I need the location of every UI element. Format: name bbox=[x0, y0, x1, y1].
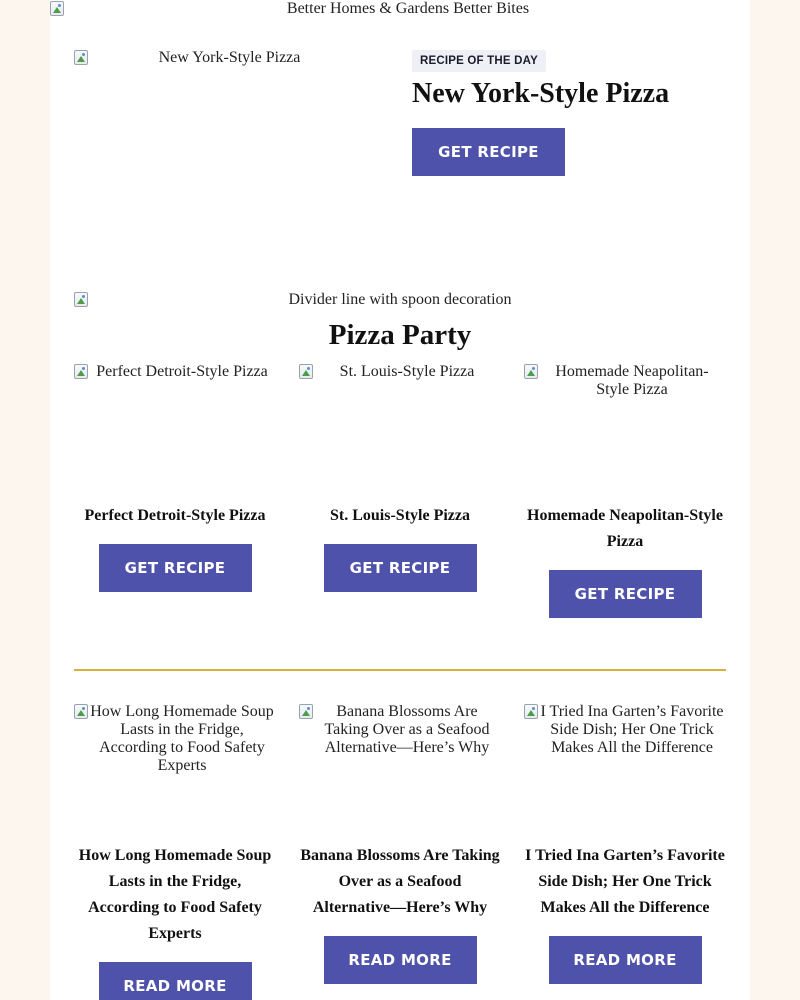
divider-image-alt-text: Divider line with spoon decoration bbox=[288, 291, 512, 308]
broken-image-icon bbox=[524, 704, 538, 719]
broken-image-icon bbox=[74, 364, 88, 379]
broken-image-icon bbox=[299, 704, 313, 719]
section-title: Pizza Party bbox=[328, 319, 472, 351]
brand-banner-alt-text: Better Homes & Gardens Better Bites bbox=[286, 0, 530, 17]
article-card bbox=[524, 703, 726, 984]
recipe-card bbox=[299, 363, 501, 592]
article-card-title[interactable]: Banana Blossoms Are Taking Over as a Seafood Alternative—Here’s Why bbox=[300, 847, 500, 916]
hero-recipe-title[interactable]: New York-Style Pizza bbox=[412, 78, 670, 109]
get-recipe-button[interactable]: GET RECIPE bbox=[549, 570, 702, 618]
email-content bbox=[50, 0, 750, 1000]
read-more-button[interactable]: READ MORE bbox=[549, 936, 702, 984]
hero-image-alt-text: New York-Style Pizza bbox=[158, 49, 301, 66]
recipe-image-alt-text: Perfect Detroit-Style Pizza bbox=[96, 363, 268, 380]
hero-recipe-image[interactable] bbox=[74, 49, 355, 239]
recipe-card-image[interactable] bbox=[299, 363, 501, 493]
recipe-card-image[interactable] bbox=[524, 363, 726, 493]
broken-image-icon bbox=[524, 364, 538, 379]
recipe-of-the-day-badge: RECIPE OF THE DAY bbox=[412, 50, 546, 72]
broken-image-icon bbox=[74, 704, 88, 719]
read-more-button[interactable]: READ MORE bbox=[99, 962, 252, 1000]
broken-image-icon bbox=[299, 364, 313, 379]
brand-banner-image[interactable] bbox=[50, 0, 750, 18]
recipe-card bbox=[74, 363, 276, 592]
article-image-alt-text: I Tried Ina Garten’s Favorite Side Dish; Her One Trick Makes All the Difference bbox=[540, 703, 724, 756]
article-image-alt-text: How Long Homemade Soup Lasts in the Fridge, According to Food Safety Experts bbox=[90, 703, 274, 774]
get-recipe-button[interactable]: GET RECIPE bbox=[99, 544, 252, 592]
recipe-card-title[interactable]: St. Louis-Style Pizza bbox=[330, 507, 470, 524]
recipe-card bbox=[524, 363, 726, 618]
divider-spoon-image bbox=[74, 291, 726, 309]
broken-image-icon bbox=[50, 1, 64, 16]
recipe-image-alt-text: St. Louis-Style Pizza bbox=[339, 363, 475, 380]
get-recipe-button[interactable]: GET RECIPE bbox=[324, 544, 477, 592]
recipe-card-title[interactable]: Perfect Detroit-Style Pizza bbox=[84, 507, 266, 524]
article-card-title[interactable]: I Tried Ina Garten’s Favorite Side Dish; Her One Trick Makes All the Difference bbox=[525, 847, 725, 916]
recipe-image-alt-text: Homemade Neapolitan-Style Pizza bbox=[555, 363, 709, 398]
broken-image-icon bbox=[74, 50, 88, 65]
broken-image-icon bbox=[74, 292, 88, 307]
section-divider-rule bbox=[74, 669, 726, 671]
article-card-image[interactable] bbox=[299, 703, 501, 833]
read-more-button[interactable]: READ MORE bbox=[324, 936, 477, 984]
article-card-image[interactable] bbox=[74, 703, 276, 833]
article-card bbox=[74, 703, 276, 1000]
article-image-alt-text: Banana Blossoms Are Taking Over as a Seafood Alternative—Here’s Why bbox=[324, 703, 490, 756]
article-card-title[interactable]: How Long Homemade Soup Lasts in the Fridge, According to Food Safety Experts bbox=[78, 847, 272, 942]
article-card bbox=[299, 703, 501, 984]
recipe-card-title[interactable]: Homemade Neapolitan-Style Pizza bbox=[527, 507, 723, 550]
hero-get-recipe-button[interactable]: GET RECIPE bbox=[412, 128, 565, 176]
article-card-image[interactable] bbox=[524, 703, 726, 833]
recipe-card-image[interactable] bbox=[74, 363, 276, 493]
